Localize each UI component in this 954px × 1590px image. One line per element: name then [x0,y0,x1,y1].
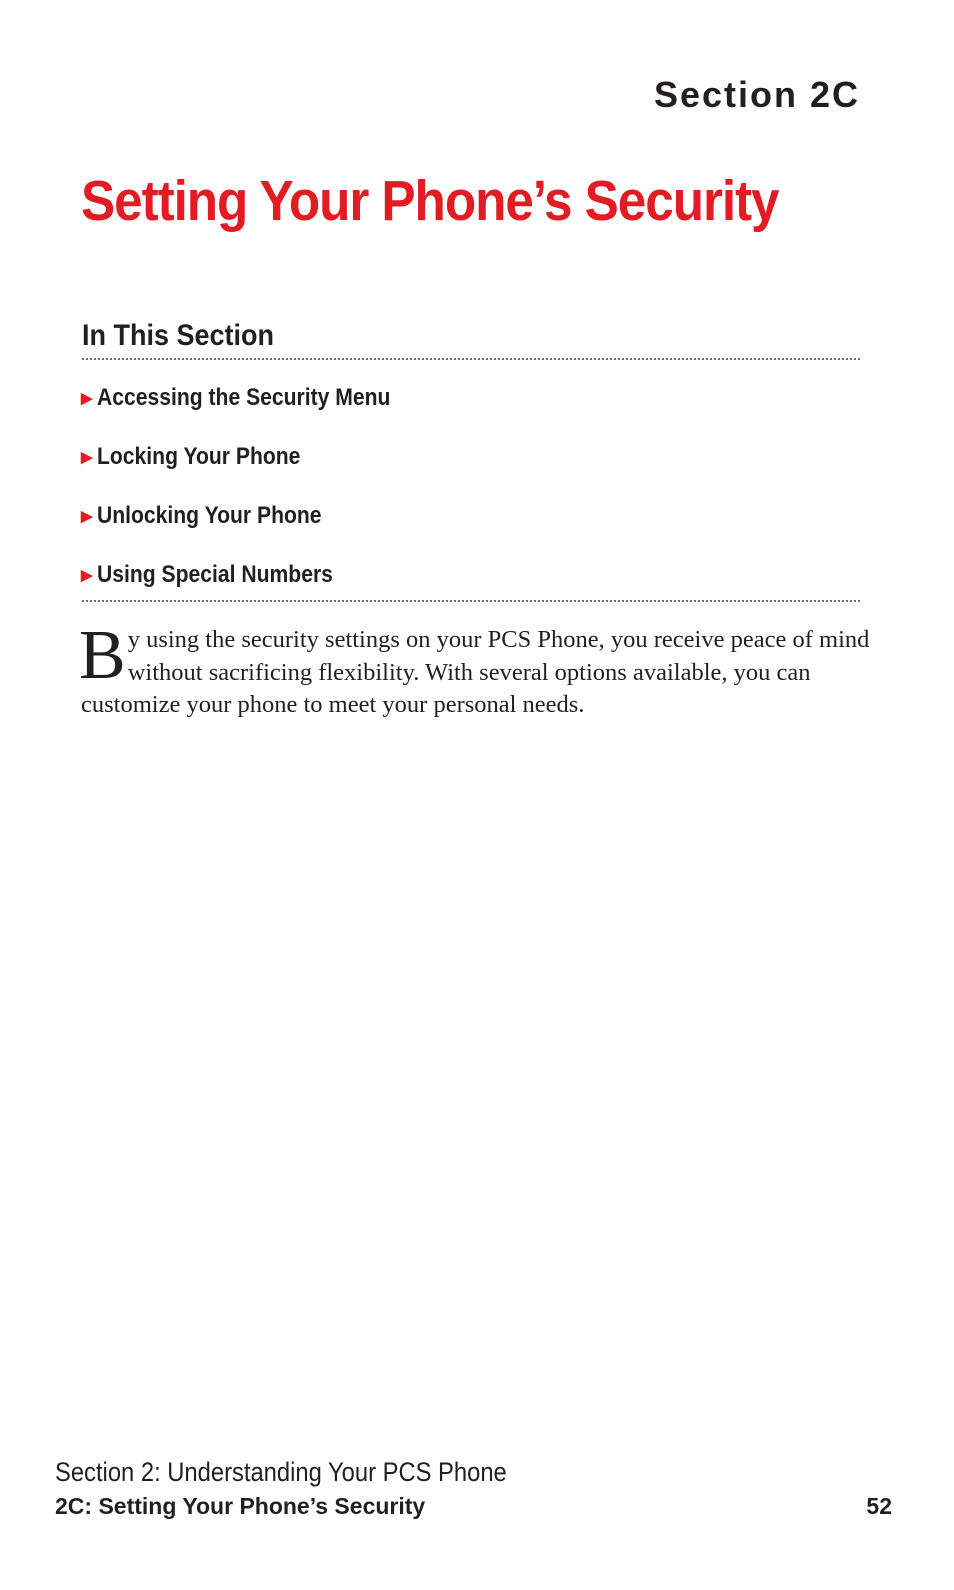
toc-item-special-numbers[interactable] [81,559,430,591]
triangle-bullet-icon: ▶ [81,449,93,466]
section-label: Section 2C [653,74,860,115]
bottom-dotted-divider [82,600,860,602]
triangle-bullet-icon: ▶ [81,567,93,584]
toc-item-label: Unlocking Your Phone [96,502,322,529]
toc-item-label: Locking Your Phone [96,443,300,470]
footer-section-title: Section 2: Understanding Your PCS Phone [55,1457,507,1487]
section-contents-list [81,382,430,618]
in-this-section-heading: In This Section [82,319,275,352]
toc-item-label: Using Special Numbers [96,561,333,588]
toc-item-locking-phone[interactable] [81,441,430,473]
drop-cap: B [79,617,126,694]
top-dotted-divider [82,358,860,360]
triangle-bullet-icon: ▶ [81,508,93,525]
footer-chapter-title: 2C: Setting Your Phone’s Security [55,1493,426,1519]
toc-item-label: Accessing the Security Menu [96,384,390,411]
triangle-bullet-icon: ▶ [81,390,93,407]
intro-text: y using the security settings on your PCS Phone, you receive peace of mind without sacrificing flexibility. With several options available, you can customize your phone to meet your personal needs. [81,626,870,718]
toc-item-accessing-security-menu[interactable] [81,382,430,414]
page-number: 52 [866,1493,892,1519]
page-title: Setting Your Phone’s Security [81,169,779,233]
toc-item-unlocking-phone[interactable] [81,500,430,532]
intro-paragraph [79,617,871,722]
